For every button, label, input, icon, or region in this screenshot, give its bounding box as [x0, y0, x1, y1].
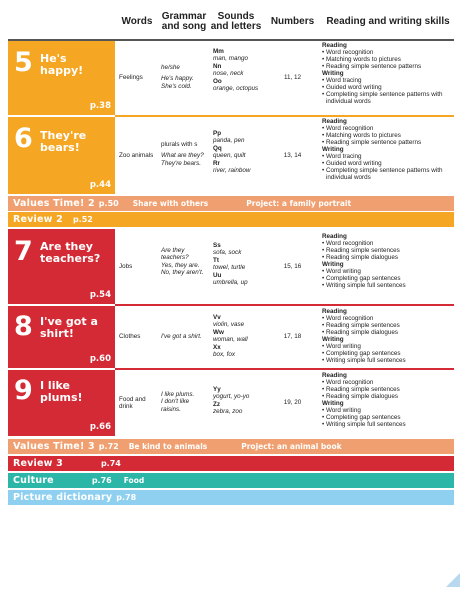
strip-title: Values Time! 3	[13, 441, 95, 452]
unit-number: 8	[14, 311, 32, 342]
unit-6-words: Zoo animals	[119, 151, 154, 159]
page-corner-decoration	[446, 573, 460, 587]
unit-title: They're bears!	[40, 129, 87, 154]
unit-title: Are they teachers?	[40, 240, 101, 265]
header-sounds: Sounds and letters	[210, 11, 262, 32]
unit-7-grammar: Are they teachers? Yes, they are. No, they aren't.	[161, 247, 204, 277]
unit-page: p.66	[89, 422, 111, 432]
unit-number: 9	[14, 375, 32, 406]
column-divider	[159, 41, 160, 436]
culture-strip	[8, 473, 454, 488]
unit-7-sounds: Ss sofa, sock Tt towel, turtle Uu umbrella, up	[213, 242, 248, 287]
review-3-strip	[8, 456, 454, 471]
unit-number: 6	[14, 123, 32, 154]
unit-5-banner	[8, 41, 115, 115]
unit-6-sounds: Pp panda, pen Qq queen, quilt Rr river, rainbow	[213, 130, 251, 175]
strip-page: p.72	[98, 442, 119, 451]
strip-title: Culture	[13, 475, 54, 486]
strip-project: Project: a family portrait	[246, 199, 352, 208]
strip-title: Values Time! 2	[13, 198, 95, 209]
strip-values: Share with others	[132, 199, 209, 208]
values-time-2-strip	[8, 196, 454, 211]
unit-8-banner	[8, 306, 115, 368]
review-2-strip	[8, 212, 454, 227]
unit-9-numbers: 19, 20	[283, 399, 302, 407]
unit-number: 7	[14, 236, 32, 267]
strip-title: Review 2	[13, 214, 63, 225]
picture-dictionary-strip	[8, 490, 454, 505]
unit-page: p.54	[89, 290, 111, 300]
header-numbers: Numbers	[270, 16, 315, 27]
unit-title: He's happy!	[40, 52, 84, 77]
unit-8-numbers: 17, 18	[283, 333, 302, 341]
unit-7-skills: Reading • Word recognition • Reading simple sentences • Reading simple dialogues Writing • Word writing • Completing gap sentences • Writing simple full sentences	[322, 233, 406, 289]
unit-5-sounds: Mm man, mango Nn nose, neck Oo orange, octopus	[213, 48, 259, 93]
unit-7-numbers: 15, 16	[283, 262, 302, 270]
unit-7-banner	[8, 229, 115, 304]
unit-8-grammar: I've got a shirt.	[161, 333, 202, 341]
unit-5-grammar: he/she He's happy. She's cold.	[161, 64, 194, 90]
unit-5-numbers: 11, 12	[283, 74, 302, 82]
header-grammar: Grammar and song	[161, 11, 207, 32]
strip-page: p.52	[72, 215, 93, 224]
unit-page: p.44	[89, 180, 111, 190]
unit-number: 5	[14, 47, 32, 78]
unit-title: I like plums!	[40, 379, 83, 404]
unit-9-grammar: I like plums. I don't like raisins.	[161, 391, 195, 413]
strip-project: Project: an animal book	[241, 442, 342, 451]
unit-page: p.60	[89, 354, 111, 364]
strip-page: p.78	[116, 493, 137, 502]
strip-values: Be kind to animals	[128, 442, 208, 451]
unit-9-words: Food and drink	[119, 395, 146, 410]
unit-5-skills: Reading • Word recognition • Matching words to pictures • Reading simple sentence patterns Writing • Word tracing • Guided word writing • Completing simple sentence patterns with individual words	[322, 42, 443, 105]
unit-8-skills: Reading • Word recognition • Reading simple sentences • Reading simple dialogues Writing • Word writing • Completing gap sentences • Writing simple full sentences	[322, 308, 406, 364]
strip-topic: Food	[123, 476, 145, 485]
strip-page: p.74	[100, 459, 121, 468]
header-skills: Reading and writing skills	[326, 16, 450, 27]
unit-8-words: Clothes	[119, 333, 141, 341]
unit-9-sounds: Yy yogurt, yo-yo Zz zebra, zoo	[213, 386, 250, 416]
unit-5-words: Feelings	[119, 74, 143, 82]
strip-title: Review 3	[13, 458, 63, 469]
unit-9-skills: Reading • Word recognition • Reading simple sentences • Reading simple dialogues Writing • Word writing • Completing gap sentences • Writing simple full sentences	[322, 372, 406, 428]
unit-6-skills: Reading • Word recognition • Matching words to pictures • Reading simple sentence patterns Writing • Word tracing • Guided word writing • Completing simple sentence patterns with individual words	[322, 118, 443, 181]
unit-6-banner	[8, 117, 115, 194]
unit-title: I've got a shirt!	[40, 315, 98, 340]
unit-7-words: Jobs	[119, 262, 133, 270]
strip-page: p.76	[91, 476, 112, 485]
strip-title: Picture dictionary	[13, 492, 113, 503]
strip-page: p.50	[98, 199, 119, 208]
values-time-3-strip	[8, 439, 454, 454]
unit-6-numbers: 13, 14	[283, 151, 302, 159]
header-words: Words	[121, 16, 153, 27]
unit-6-grammar: plurals with s What are they? They're bears.	[161, 141, 204, 167]
unit-9-banner	[8, 370, 115, 436]
unit-page: p.38	[89, 101, 111, 111]
unit-8-sounds: Vv violin, vase Ww woman, wall Xx box, fox	[213, 314, 248, 359]
